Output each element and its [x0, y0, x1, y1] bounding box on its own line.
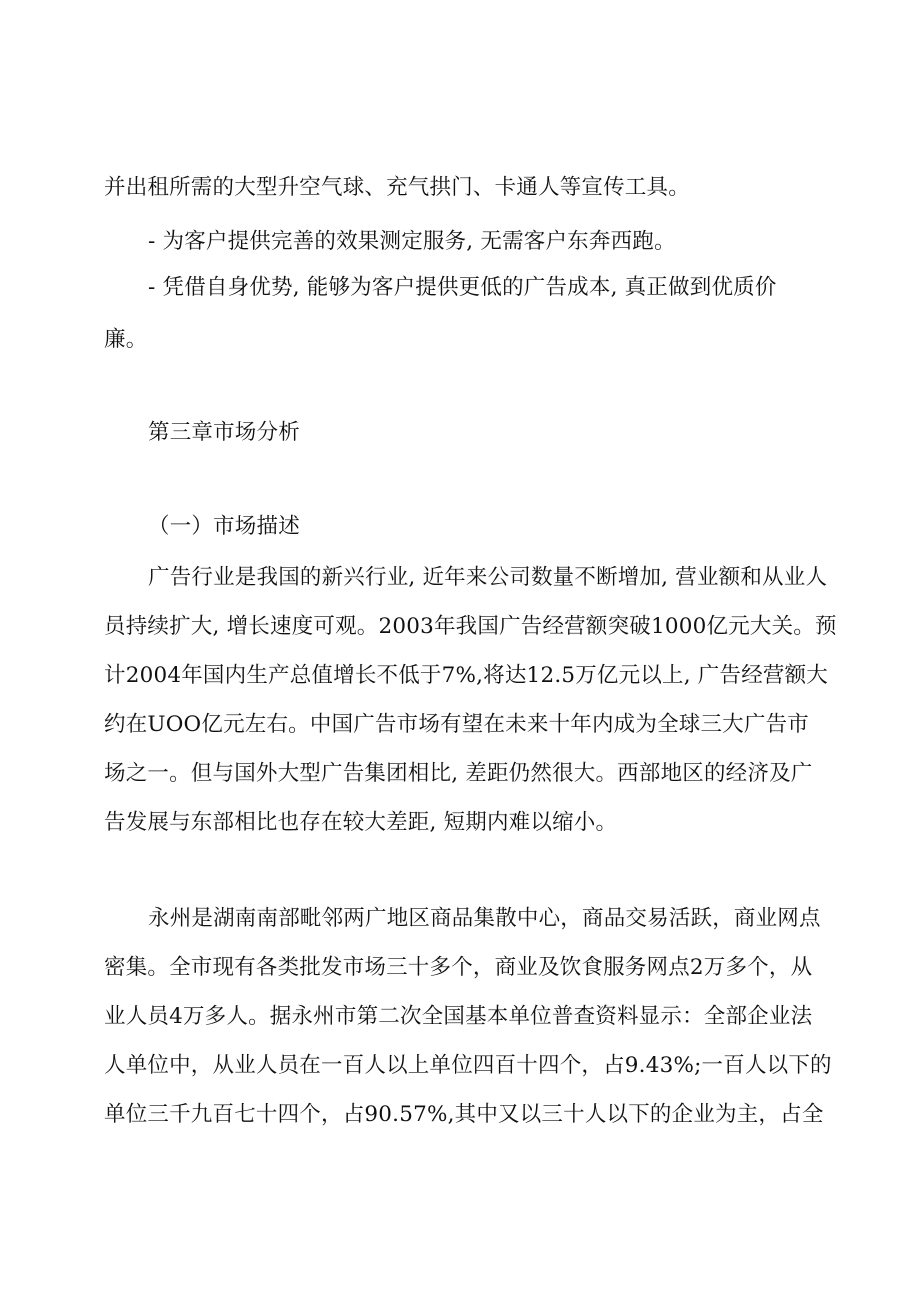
paragraph-line: 单位三千九百七十四个，占90.57%,其中又以三十人以下的企业为主，占全: [104, 1102, 824, 1127]
paragraph-line: 员持续扩大, 增长速度可观。2003年我国广告经营额突破1000亿元大关。预: [104, 614, 837, 639]
section-title: （一）市场描述: [148, 514, 300, 539]
chapter-title: 第三章市场分析: [148, 420, 300, 445]
body-text-line: 廉。: [104, 327, 148, 352]
paragraph-line: 告发展与东部相比也存在较大差距, 短期内难以缩小。: [104, 810, 618, 835]
paragraph-line: 场之一。但与国外大型广告集团相比, 差距仍然很大。西部地区的经济及广: [104, 761, 813, 786]
paragraph-line: 计2004年国内生产总值增长不低于7%,将达12.5万亿元以上, 广告经营额大: [104, 663, 829, 688]
paragraph-line: 密集。全市现有各类批发市场三十多个，商业及饮食服务网点2万多个，从: [104, 955, 813, 980]
bullet-item: - 为客户提供完善的效果测定服务, 无需客户东奔西跑。: [148, 229, 676, 254]
body-text-line: 并出租所需的大型升空气球、充气拱门、卡通人等宣传工具。: [104, 175, 690, 200]
paragraph-line: 广告行业是我国的新兴行业, 近年来公司数量不断增加, 营业额和从业人: [148, 565, 828, 590]
paragraph-line: 永州是湖南南部毗邻两广地区商品集散中心，商品交易活跃，商业网点: [148, 906, 821, 931]
paragraph-line: 人单位中，从业人员在一百人以上单位四百十四个，占9.43%;一百人以下的: [104, 1053, 832, 1078]
paragraph-line: 业人员4万多人。据永州市第二次全国基本单位普查资料显示：全部企业法: [104, 1004, 813, 1029]
bullet-item: - 凭借自身优势, 能够为客户提供更低的广告成本, 真正做到优质价: [148, 275, 777, 300]
paragraph-line: 约在UOO亿元左右。中国广告市场有望在未来十年内成为全球三大广告市: [104, 712, 809, 737]
